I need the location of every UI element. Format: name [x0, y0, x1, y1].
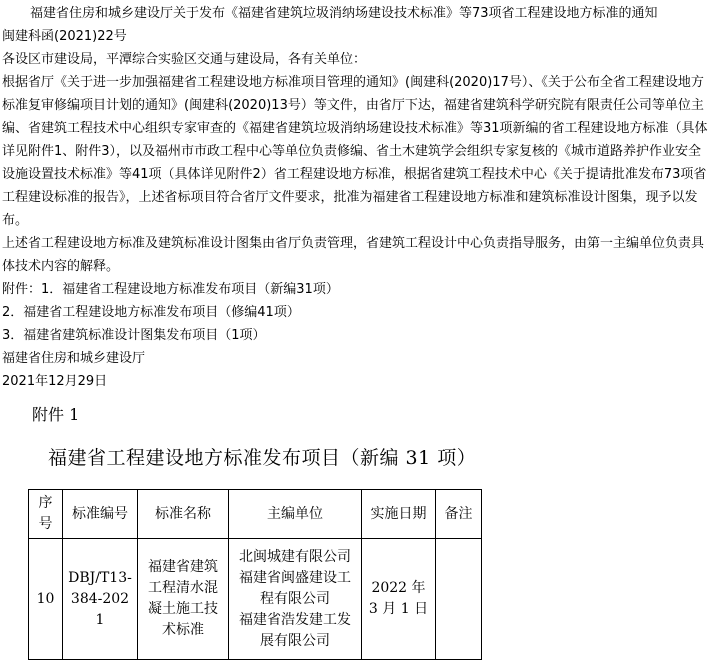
- notice-text: [2, 2, 714, 393]
- header-units: 主编单位: [229, 490, 362, 539]
- header-date: 实施日期: [362, 490, 436, 539]
- header-no: 序号: [29, 490, 63, 539]
- body-paragraph-2: 上述省工程建设地方标准及建筑标准设计图集由省厅负责管理，省建筑工程设计中心负责指导服务，由第一主编单位负责具体技术内容的解释。: [2, 236, 705, 274]
- attachment-line-2: 2．福建省工程建设地方标准发布项目（修编41项）: [2, 305, 300, 320]
- cell-code: DBJ/T13-384-2021: [63, 539, 138, 660]
- body-paragraph-1: 根据省厅《关于进一步加强福建省工程建设地方标准项目管理的通知》(闽建科(2020)17号）、《关于公布全省工程建设地方标准复审修编项目计划的通知》(闽建科(2020)13号）等文件，由省厅下达，福建省建筑科学研究院有限责任公司等单位主编、省建筑工程技术中心组织专家审查的《福建省建筑垃圾消纳场建设技术标准》等31项新编的省工程建设地方标准（具体详见附件1、附件3），以及福州市市政工程中心等单位负责修编、省土木建筑学会组织专家复核的《城市道路养护作业安全设施设置技术标准》等41项（具体详见附件2）省工程建设地方标准，根据省建筑工程技术中心《关于提请批准发布73项省工程建设标准的报告》，上述省标项目符合省厅文件要求，批准为福建省工程建设地方标准和建筑标准设计图集，现予以发布。: [2, 75, 708, 228]
- attachment-line-1: 附件：1．福建省工程建设地方标准发布项目（新编31项）: [2, 282, 339, 297]
- header-code: 标准编号: [63, 490, 138, 539]
- salutation: 各设区市建设局，平潭综合实验区交通与建设局，各有关单位：: [2, 52, 367, 67]
- unit-3: 福建省浩发建工发展有限公司: [239, 611, 351, 649]
- doc-number: 闽建科函(2021)22号: [2, 29, 127, 44]
- attachment-line-3: 3．福建省建筑标准设计图集发布项目（1项）: [2, 328, 266, 343]
- standards-table: [28, 489, 482, 660]
- unit-1: 北闽城建有限公司: [239, 548, 351, 565]
- cell-name: 福建省建筑工程清水混凝土施工技术标准: [138, 539, 229, 660]
- cell-no: 10: [29, 539, 63, 660]
- header-remark: 备注: [436, 490, 482, 539]
- cell-units: [229, 539, 362, 660]
- notice-title: 福建省住房和城乡建设厅关于发布《福建省建筑垃圾消纳场建设技术标准》等73项省工程建设地方标准的通知: [30, 6, 658, 21]
- header-name: 标准名称: [138, 490, 229, 539]
- issue-date: 2021年12月29日: [2, 374, 108, 389]
- cell-remark: [436, 539, 482, 660]
- unit-2: 福建省闽盛建设工程有限公司: [239, 569, 351, 607]
- issuer: 福建省住房和城乡建设厅: [2, 351, 146, 366]
- cell-date: 2022 年 3 月 1 日: [362, 539, 436, 660]
- attachment-title: 福建省工程建设地方标准发布项目（新编 31 项）: [48, 447, 477, 469]
- table-row: [29, 539, 482, 660]
- table-header-row: [29, 490, 482, 539]
- attachment-label: 附件 1: [32, 405, 80, 424]
